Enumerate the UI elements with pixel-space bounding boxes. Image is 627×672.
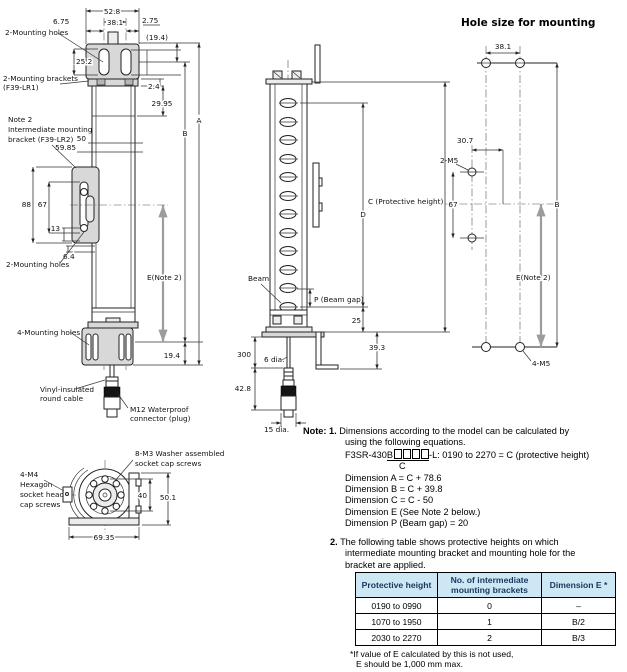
hole-drawing-title: Hole size for mounting: [461, 17, 596, 29]
dim-d: D: [360, 210, 366, 219]
note2-line2: intermediate mounting bracket and mounting hole for the: [345, 548, 576, 559]
dim-40: 40: [137, 491, 147, 500]
note1-number: 1.: [329, 426, 337, 436]
label-p-beam-gap: P (Beam gap): [314, 295, 364, 304]
note1-line2: using the following equations.: [345, 437, 466, 448]
dim-30-7: 30.7: [457, 136, 474, 145]
note2-line1: The following table shows protective heights on which: [340, 537, 559, 547]
footnote-line2: E should be 1,000 mm max.: [356, 659, 463, 669]
label-mounting-holes-top: 2-Mounting holes: [5, 28, 69, 37]
col-intermediate-brackets: No. of intermediate mounting brackets: [438, 573, 542, 598]
dim-6-dia: 6 dia.: [264, 355, 285, 364]
note2-number: 2.: [330, 537, 338, 547]
label-2-m5: 2-M5: [440, 156, 459, 165]
cell-bracket-count: 2: [438, 630, 542, 646]
label-note2-2: Intermediate mounting: [8, 125, 93, 134]
label-m4-screws-1: 4-M4: [20, 470, 39, 479]
label-m4-screws-4: cap screws: [20, 500, 61, 509]
hole-drawing: [440, 17, 595, 368]
dim-e-note2-left: E(Note 2): [147, 273, 182, 282]
model-digit-box: [394, 449, 402, 459]
model-equation: [345, 449, 627, 461]
table-row: [356, 614, 616, 630]
table-row: [356, 598, 616, 614]
label-mounting-holes-mid: 2-Mounting holes: [6, 260, 70, 269]
dim-50: 50: [76, 134, 86, 143]
section-view: [20, 449, 224, 542]
label-m3-screws-1: 8-M3 Washer assembled: [135, 449, 225, 458]
label-brackets-2: (F39-LR1): [3, 83, 39, 92]
dim-50-1: 50.1: [159, 493, 177, 502]
note1-line1-row: [303, 426, 627, 437]
model-suffix: -L: 0190 to 2270 = C (protective height): [429, 449, 590, 460]
note2-line1-row: [303, 537, 627, 548]
dim-2-75: 2.75: [142, 16, 159, 25]
dim-38-1: 38.1: [106, 18, 124, 27]
dim-6-75: 6.75: [53, 17, 70, 26]
dim-39-3: 39.3: [368, 343, 386, 352]
dim-c-protective-height: C (Protective height): [368, 197, 444, 206]
table-footnote: [350, 649, 513, 669]
front-view: [3, 7, 203, 423]
note1-line1: Dimensions according to the model can be calculated by: [339, 426, 570, 436]
dim-88: 88: [21, 200, 31, 209]
table-row: [356, 630, 616, 646]
cell-dimension-e: B/2: [542, 614, 616, 630]
label-mounting-holes-bot: 4-Mounting holes: [17, 328, 81, 337]
label-4-m5: 4-M5: [532, 359, 551, 368]
cell-dimension-e: B/3: [542, 630, 616, 646]
dim-25-2: 25.2: [76, 57, 93, 66]
dim-29-95: 29.95: [151, 99, 173, 108]
model-digit-box: [403, 449, 411, 459]
note2-line3: bracket are applied.: [345, 559, 426, 570]
dim-67-hole: 67: [448, 200, 458, 209]
cell-height-range: 1070 to 1950: [356, 614, 438, 630]
dim-42-8: 42.8: [234, 384, 251, 393]
dim-69-35: 69.35: [93, 533, 115, 542]
cell-bracket-count: 1: [438, 614, 542, 630]
col-protective-height: Protective height: [356, 573, 438, 598]
dim-38-1-hole: 38.1: [494, 42, 512, 51]
dim-b-left: B: [182, 129, 188, 138]
label-cable-1: Vinyl-insulated: [40, 385, 95, 394]
model-prefix: F3SR-430: [345, 449, 387, 460]
equation-e: Dimension E (See Note 2 below.): [345, 506, 481, 517]
equation-b: Dimension B = C + 39.8: [345, 484, 443, 495]
cell-bracket-count: 0: [438, 598, 542, 614]
label-note2-1: Note 2: [8, 115, 33, 124]
equation-c: Dimension C = C - 50: [345, 495, 434, 506]
col-dimension-e: Dimension E *: [542, 573, 616, 598]
dim-300: 300: [237, 350, 251, 359]
label-beam: Beam: [248, 274, 270, 283]
note-block-1: [303, 426, 627, 530]
side-view: [235, 45, 450, 434]
equation-p: Dimension P (Beam gap) = 20: [345, 518, 469, 529]
dim-e-note2-hole: E(Note 2): [516, 273, 551, 282]
label-m4-screws-3: socket head: [20, 490, 65, 499]
cell-dimension-e: –: [542, 598, 616, 614]
label-cable-2: round cable: [40, 394, 84, 403]
note-block-2: [303, 537, 627, 571]
dim-13: 13: [50, 224, 60, 233]
dim-19-4-paren: (19.4): [146, 33, 168, 42]
dim-a-left: A: [196, 116, 202, 125]
label-note2-3: bracket (F39-LR2): [8, 135, 74, 144]
dim-2-4: 2.4: [148, 82, 160, 91]
note-label: Note:: [303, 426, 327, 436]
label-m4-screws-2: Hexagon: [20, 480, 53, 489]
model-b: B: [386, 449, 394, 460]
label-connector-2: connector (plug): [130, 414, 191, 423]
model-digit-box: [421, 449, 429, 459]
equation-a: Dimension A = C + 78.6: [345, 472, 442, 483]
protective-height-table: [355, 572, 616, 646]
label-connector-1: M12 Waterproof: [130, 405, 189, 414]
label-m3-screws-2: socket cap screws: [135, 459, 202, 468]
label-brackets-1: 2-Mounting brackets: [3, 74, 78, 83]
model-sub-c: C: [399, 461, 406, 472]
dim-67: 67: [37, 200, 47, 209]
cell-height-range: 0190 to 0990: [356, 598, 438, 614]
table-header-row: [356, 573, 616, 598]
dim-6-4: 6.4: [63, 252, 75, 261]
dim-19-4-bottom: 19.4: [163, 351, 180, 360]
dim-25: 25: [351, 316, 361, 325]
dim-b-hole: B: [554, 200, 560, 209]
dim-59-85: 59.85: [55, 143, 76, 152]
cell-height-range: 2030 to 2270: [356, 630, 438, 646]
dim-15-dia: 15 dia.: [264, 425, 290, 434]
model-digit-box: [412, 449, 420, 459]
dim-52-8: 52.8: [103, 7, 121, 16]
footnote-line1: *If value of E calculated by this is not used,: [350, 649, 514, 659]
